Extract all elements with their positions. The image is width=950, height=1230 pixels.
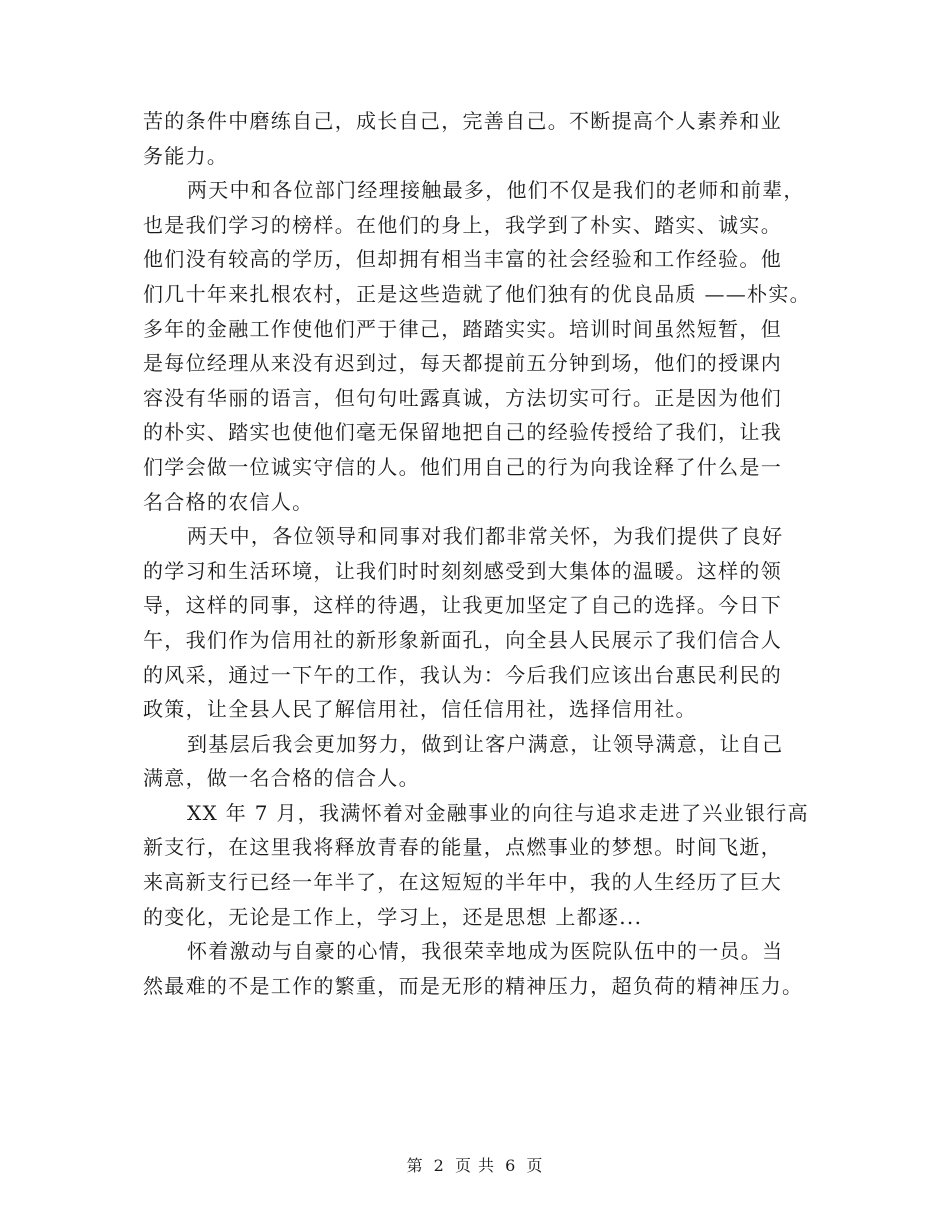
- text-line: 的风采，通过一下午的工作，我认为：今后我们应该出台惠民利民的: [143, 662, 782, 687]
- text-line: 的朴实、踏实也使他们毫无保留地把自己的经验传授给了我们，让我: [143, 420, 782, 445]
- footer-prefix: 第: [406, 1156, 424, 1175]
- footer-suffix: 页: [526, 1156, 544, 1175]
- paragraph-start-line: 两天中，各位领导和同事对我们都非常关怀，为我们提供了良好: [187, 524, 784, 549]
- text-line: 容没有华丽的语言，但句句吐露真诚，方法切实可行。正是因为他们: [143, 385, 782, 410]
- text-line: 午，我们作为信用社的新形象新面孔，向全县人民展示了我们信合人: [143, 627, 782, 652]
- text-line: 的学习和生活环境，让我们时时刻刻感受到大集体的温暖。这样的领: [143, 558, 782, 583]
- text-line: 来高新支行已经一年半了，在这短短的半年中，我的人生经历了巨大: [143, 870, 782, 895]
- text-line: 的变化，无论是工作上，学习上，还是思想 上都逐...: [143, 904, 643, 929]
- text-line: 然最难的不是工作的繁重，而是无形的精神压力，超负荷的精神压力。: [143, 973, 804, 998]
- paragraph-start-line: 到基层后我会更加努力，做到让客户满意，让领导满意，让自己: [187, 731, 784, 756]
- text-line: 满意，做一名合格的信合人。: [143, 766, 420, 791]
- text-line: 们学会做一位诚实守信的人。他们用自己的行为向我诠释了什么是一: [143, 454, 782, 479]
- body-text: [143, 104, 833, 1003]
- text-line: 们几十年来扎根农村，正是这些造就了他们独有的优良品质 ——朴实。: [143, 281, 811, 306]
- text-line: 导，这样的同事，这样的待遇，让我更加坚定了自己的选择。今日下: [143, 593, 782, 618]
- text-line: 是每位经理从来没有迟到过，每天都提前五分钟到场，他们的授课内: [143, 351, 782, 376]
- total-page-count: 6: [505, 1156, 517, 1175]
- paragraph-start-line: 两天中和各位部门经理接触最多，他们不仅是我们的老师和前辈，: [187, 178, 805, 203]
- text-line: 名合格的农信人。: [143, 489, 314, 514]
- text-line: 多年的金融工作使他们严于律己，踏踏实实。培训时间虽然短暂，但: [143, 316, 782, 341]
- paragraph-start-line: 怀着激动与自豪的心情，我很荣幸地成为医院队伍中的一员。当: [187, 939, 784, 964]
- text-line: 务能力。: [143, 143, 229, 168]
- text-line: 也是我们学习的榜样。在他们的身上，我学到了朴实、踏实、诚实。: [143, 212, 782, 237]
- current-page-number: 2: [433, 1156, 445, 1175]
- text-line: 他们没有较高的学历，但却拥有相当丰富的社会经验和工作经验。他: [143, 247, 782, 272]
- page-footer: [0, 1153, 950, 1176]
- text-line: 政策，让全县人民了解信用社，信任信用社，选择信用社。: [143, 697, 697, 722]
- footer-middle: 页 共: [454, 1156, 496, 1175]
- text-line: 苦的条件中磨练自己，成长自己，完善自己。不断提高个人素养和业: [143, 109, 782, 133]
- text-line: 新支行，在这里我将释放青春的能量，点燃事业的梦想。时间飞逝，: [143, 835, 782, 860]
- paragraph-start-line: XX 年 7 月，我满怀着对金融事业的向往与追求走进了兴业银行高: [187, 800, 809, 825]
